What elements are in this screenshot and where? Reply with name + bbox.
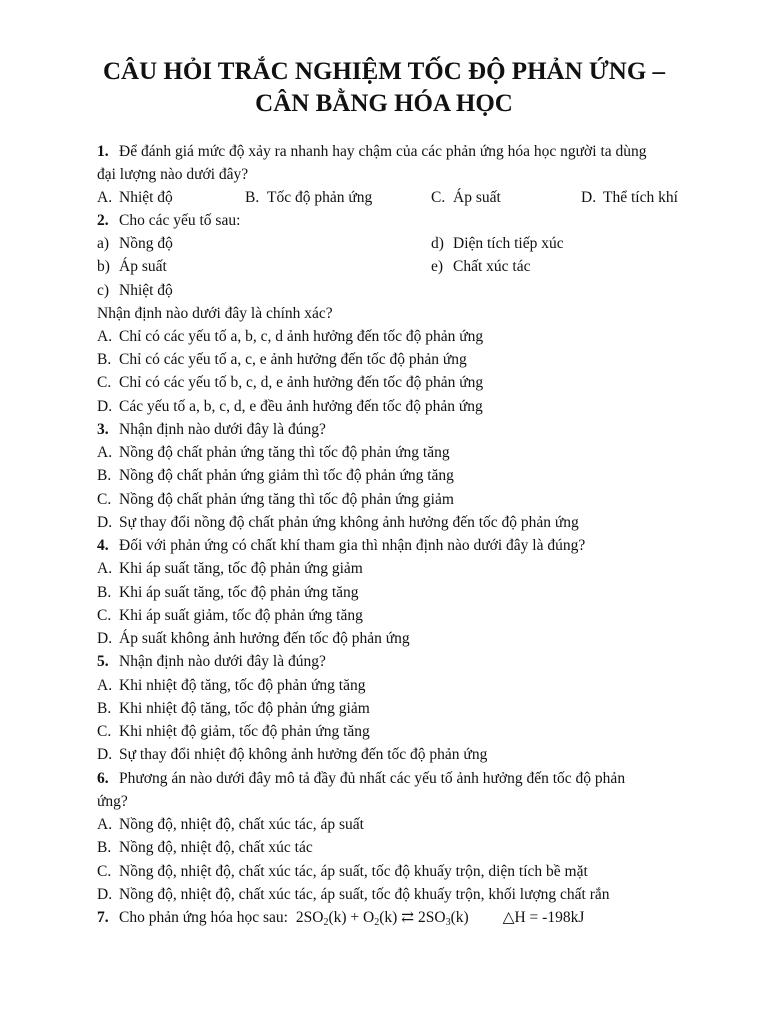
question-number: 6.	[97, 770, 109, 787]
option-b: B. Chỉ có các yếu tố a, c, e ảnh hưởng đến tốc độ phản ứng	[97, 351, 467, 368]
option-b: B. Nồng độ, nhiệt độ, chất xúc tác	[97, 839, 313, 856]
option-d: D. Nồng độ, nhiệt độ, chất xúc tác, áp suất, tốc độ khuấy trộn, khối lượng chất rắn	[97, 886, 610, 903]
question-number: 7.	[97, 909, 109, 926]
option-d: D. Sự thay đổi nhiệt độ không ảnh hưởng đến tốc độ phản ứng	[97, 746, 488, 763]
title-line-2: CÂN BẰNG HÓA HỌC	[255, 90, 513, 117]
question-text: Phương án nào dưới đây mô tả đầy đủ nhất các yếu tố ảnh hưởng đến tốc độ phản	[119, 770, 626, 787]
option-b: B. Nồng độ chất phản ứng giảm thì tốc độ phản ứng tăng	[97, 467, 454, 484]
option-d: D. Sự thay đổi nồng độ chất phản ứng không ảnh hưởng đến tốc độ phản ứng	[97, 514, 579, 531]
option-c: C. Khi nhiệt độ giảm, tốc độ phản ứng tăng	[97, 723, 370, 740]
question-5	[97, 652, 326, 672]
question-2-prompt: Nhận định nào dưới đây là chính xác?	[97, 305, 333, 322]
option-a: A. Nhiệt độ	[97, 189, 173, 206]
option-d: D. Các yếu tố a, b, c, d, e đều ảnh hưởng đến tốc độ phản ứng	[97, 398, 483, 415]
factor-c: c) Nhiệt độ	[97, 282, 173, 299]
question-1-continuation: đại lượng nào dưới đây?	[97, 166, 249, 183]
question-number: 3.	[97, 421, 109, 438]
option-a: A. Nồng độ chất phản ứng tăng thì tốc độ phản ứng tăng	[97, 444, 450, 461]
question-number: 4.	[97, 537, 109, 554]
question-text: Cho các yếu tố sau:	[119, 212, 241, 229]
option-c: C. Nồng độ chất phản ứng tăng thì tốc độ phản ứng giảm	[97, 491, 454, 508]
page-title	[0, 56, 768, 120]
factor-a: a) Nồng độ	[97, 235, 173, 252]
question-text: Để đánh giá mức độ xảy ra nhanh hay chậm của các phản ứng hóa học người ta dùng	[119, 143, 647, 160]
question-1	[97, 142, 647, 162]
option-b: B. Khi nhiệt độ tăng, tốc độ phản ứng giảm	[97, 700, 370, 717]
option-b: B. Khi áp suất tăng, tốc độ phản ứng tăng	[97, 584, 359, 601]
option-a: A. Khi nhiệt độ tăng, tốc độ phản ứng tăng	[97, 677, 366, 694]
enthalpy-value: △H = -198kJ	[502, 909, 585, 926]
option-b: B. Tốc độ phản ứng	[245, 189, 373, 206]
question-number: 5.	[97, 653, 109, 670]
question-text: Cho phản ứng hóa học sau:	[119, 909, 288, 926]
option-c: C. Khi áp suất giảm, tốc độ phản ứng tăng	[97, 607, 363, 624]
option-a: A. Nồng độ, nhiệt độ, chất xúc tác, áp suất	[97, 816, 364, 833]
question-2	[97, 211, 240, 231]
question-6	[97, 769, 625, 789]
factor-e: e) Chất xúc tác	[431, 258, 531, 275]
question-number: 1.	[97, 143, 109, 160]
question-7	[97, 908, 584, 928]
reaction-equation: $2SO_2(k) + O_2(k)$ ⇄ $2SO_3(k)$	[295, 909, 469, 928]
question-text: Nhận định nào dưới đây là đúng?	[119, 421, 326, 438]
title-line-1: CÂU HỎI TRẮC NGHIỆM TỐC ĐỘ PHẢN ỨNG –	[102, 58, 666, 85]
question-4	[97, 536, 585, 556]
option-d: D. Áp suất không ảnh hưởng đến tốc độ phản ứng	[97, 630, 410, 647]
equilibrium-arrow-icon: ⇄	[401, 909, 415, 926]
question-number: 2.	[97, 212, 109, 229]
option-c: C. Áp suất	[431, 189, 501, 206]
question-text: Đối với phản ứng có chất khí tham gia thì nhận định nào dưới đây là đúng?	[119, 537, 586, 554]
question-6-continuation: ứng?	[97, 793, 128, 810]
factor-b: b) Áp suất	[97, 258, 167, 275]
question-text: Nhận định nào dưới đây là đúng?	[119, 653, 326, 670]
option-c: C. Chỉ có các yếu tố b, c, d, e ảnh hưởng đến tốc độ phản ứng	[97, 374, 484, 391]
option-a: A. Chỉ có các yếu tố a, b, c, d ảnh hưởng đến tốc độ phản ứng	[97, 328, 484, 345]
option-c: C. Nồng độ, nhiệt độ, chất xúc tác, áp suất, tốc độ khuấy trộn, diện tích bề mặt	[97, 863, 588, 880]
question-3	[97, 420, 326, 440]
factor-d: d) Diện tích tiếp xúc	[431, 235, 564, 252]
option-d: D. Thể tích khí	[581, 189, 678, 206]
option-a: A. Khi áp suất tăng, tốc độ phản ứng giảm	[97, 560, 363, 577]
